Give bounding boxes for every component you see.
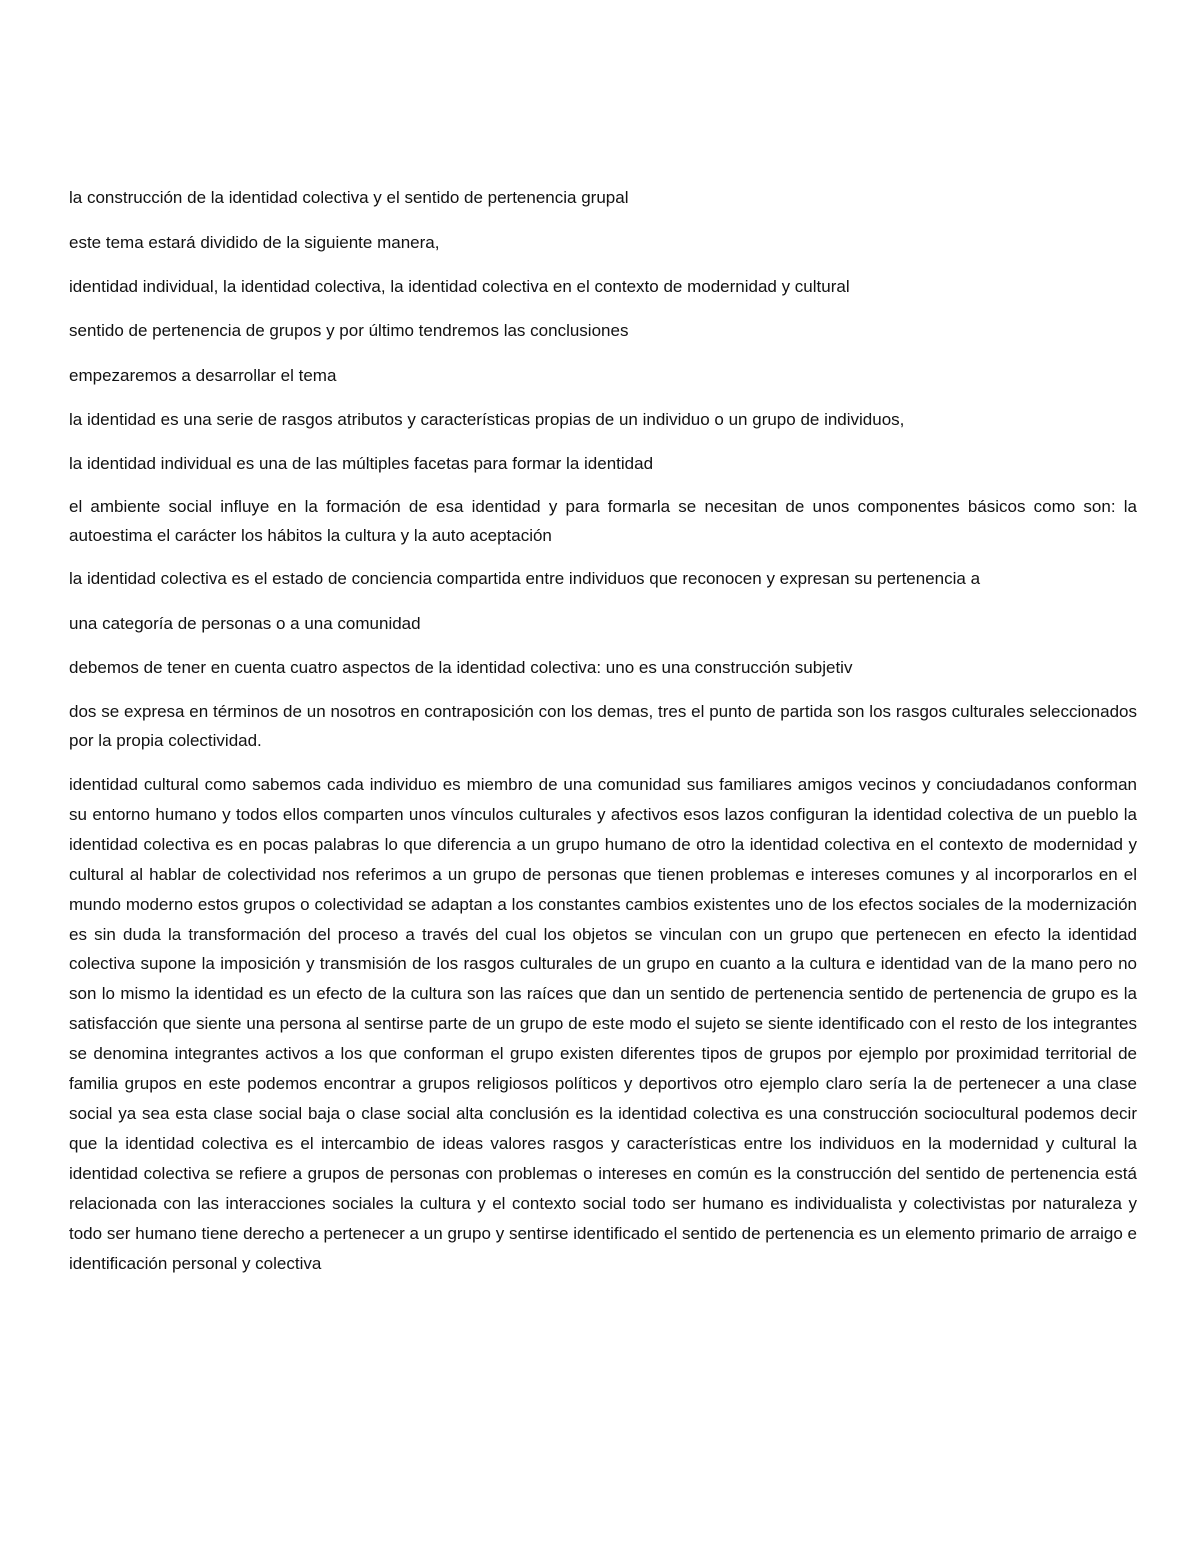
document-title-line: la construcción de la identidad colectiva y el sentido de pertenencia grupal bbox=[69, 188, 629, 207]
paragraph: identidad individual, la identidad colectiva, la identidad colectiva en el contexto de modernidad y cultural bbox=[69, 277, 850, 296]
paragraph: este tema estará dividido de la siguiente manera, bbox=[69, 233, 440, 252]
paragraph: empezaremos a desarrollar el tema bbox=[69, 366, 337, 385]
paragraph: debemos de tener en cuenta cuatro aspectos de la identidad colectiva: uno es una construcción subjetiv bbox=[69, 658, 853, 677]
paragraph: la identidad individual es una de las múltiples facetas para formar la identidad bbox=[69, 454, 654, 473]
paragraph: una categoría de personas o a una comunidad bbox=[69, 614, 421, 633]
paragraph: dos se expresa en términos de un nosotros en contraposición con los demas, tres el punto de partida son los rasgos culturales seleccionados por la propia colectividad. bbox=[69, 702, 1137, 750]
paragraph: la identidad es una serie de rasgos atributos y características propias de un individuo o un grupo de individuos, bbox=[69, 410, 905, 429]
body-paragraph: identidad cultural como sabemos cada individuo es miembro de una comunidad sus familiares amigos vecinos y conciudadanos conforman su entorno humano y todos ellos comparten unos vínculos culturales y afectivos esos lazos configuran la identidad colectiva de un pueblo la identidad colectiva es en pocas palabras lo que diferencia a un grupo humano de otro la identidad colectiva en el contexto de modernidad y cultural al hablar de colectividad nos referimos a un grupo de personas que tienen problemas e intereses comunes y al incorporarlos en el mundo moderno estos grupos o colectividad se adaptan a los constantes cambios existentes uno de los efectos sociales de la modernización es sin duda la transformación del proceso a través del cual los objetos se vinculan con un grupo que pertenecen en efecto la identidad colectiva supone la imposición y transmisión de los rasgos culturales de un grupo en cuanto a la cultura e identidad van de la mano pero no son lo mismo la identidad es un efecto de la cultura son las raíces que dan un sentido de pertenencia sentido de pertenencia de grupo es la satisfacción que siente una persona al sentirse parte de un grupo de este modo el sujeto se siente identificado con el resto de los integrantes se denomina integrantes activos a los que conforman el grupo existen diferentes tipos de grupos por ejemplo por proximidad territorial de familia grupos en este podemos encontrar a grupos religiosos políticos y deportivos otro ejemplo claro sería la de pertenecer a una clase social ya sea esta clase social baja o clase social alta conclusión es la identidad colectiva es una construcción sociocultural podemos decir que la identidad colectiva es el intercambio de ideas valores rasgos y características entre los individuos en la modernidad y cultural la identidad colectiva se refiere a grupos de personas con problemas o intereses en común es la construcción del sentido de pertenencia está relacionada con las interacciones sociales la cultura y el contexto social todo ser humano es individualista y colectivistas por naturaleza y todo ser humano tiene derecho a pertenecer a un grupo y sentirse identificado el sentido de pertenencia es un elemento primario de arraigo e identificación personal y colectiva bbox=[69, 775, 1137, 1273]
paragraph: sentido de pertenencia de grupos y por último tendremos las conclusiones bbox=[69, 321, 629, 340]
paragraph: el ambiente social influye en la formación de esa identidad y para formarla se necesitan de unos componentes básicos como son: la autoestima el carácter los hábitos la cultura y la auto aceptación bbox=[69, 497, 1137, 545]
paragraph: la identidad colectiva es el estado de conciencia compartida entre individuos que reconocen y expresan su pertenencia a bbox=[69, 569, 981, 588]
